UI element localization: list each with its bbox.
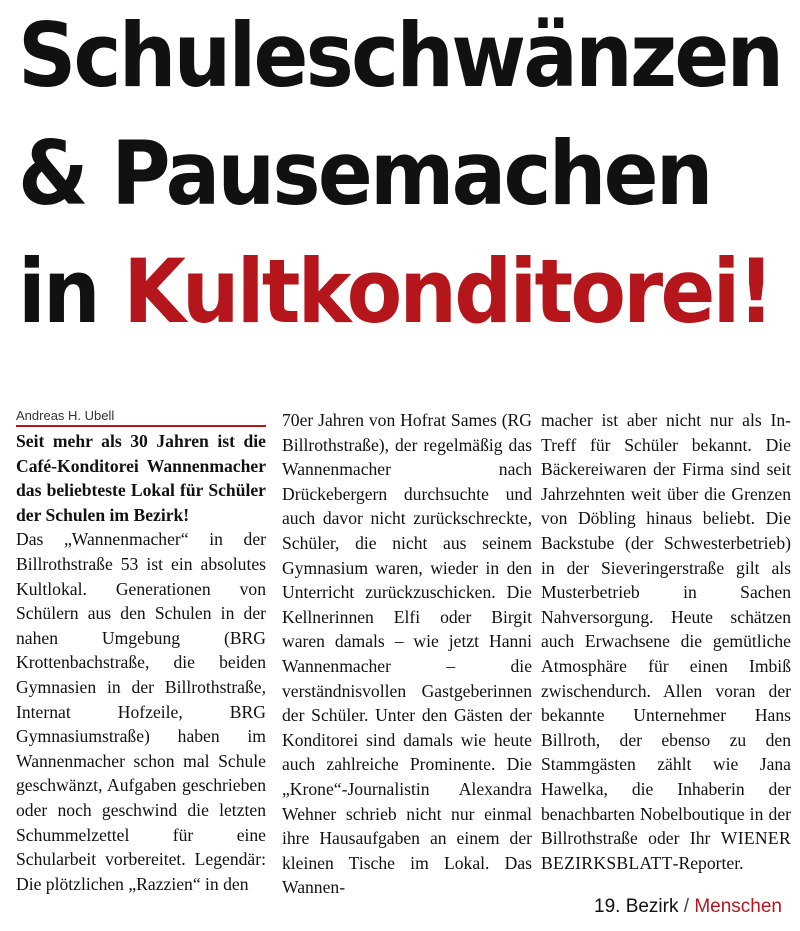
- headline-line-3-red: Kultkonditorei!: [123, 240, 772, 343]
- section-footer: [594, 896, 782, 918]
- article-column-1: [16, 408, 266, 896]
- author-byline: Andreas H. Ubell: [16, 408, 266, 427]
- article-body-col3-end: -Reporter.: [672, 852, 744, 873]
- article-body-col3: [541, 408, 791, 875]
- headline-line-3: [18, 240, 772, 366]
- headline-line-1: Schuleschwänzen: [18, 4, 782, 107]
- article-body-col2: 70er Jahren von Hofrat Sames (RG Billrothstraße), der regelmäßig das Wannenmacher nach Drückebergern durchsuchte und auch davor nicht zurückschreckte, Schüler, die nicht aus seinem Gymnasium waren, wieder in den Unterricht zurückzuschicken. Die Kellnerinnen Elfi oder Birgit waren damals – wie jetzt Hanni Wannenmacher – die verständnisvollen Gastgeberinnen der Schüler. Unter den Gästen der Konditorei sind damals wie heute auch zahlreiche Prominente. Die „Krone“-Journalistin Alexandra Wehner schrieb nicht nur einmal ihre Hausaufgaben an einem der kleinen Tische im Lokal. Das Wannen-: [282, 410, 532, 898]
- headline: [18, 4, 788, 366]
- publication-name: WIENER BEZIRKSBLATT: [541, 828, 791, 873]
- footer-section-district: 19. Bezirk: [594, 896, 679, 917]
- article-body-col1: Das „Wannenmacher“ in der Billrothstraße 53 ist ein absolutes Kultlokal. Generationen von Schülern aus den Schulen in der nahen Umgebung (BRG Krottenbachstraße, die beiden Gymnasien in der Billrothstraße, Internat Hofzeile, BRG Gymnasiumstraße) haben im Wannenmacher schon mal Schule geschwänzt, Aufgaben geschrieben oder noch geschwind die letzten Schummelzettel für eine Schularbeit vorbereitet. Legendär: Die plötzlichen „Razzien“ in den: [16, 529, 266, 894]
- headline-line-3-black: in: [18, 240, 124, 343]
- footer-separator: /: [683, 896, 690, 917]
- article-column-3: [541, 408, 791, 875]
- article-lead: Seit mehr als 30 Jahren ist die Café-Konditorei Wannenmacher das beliebteste Lokal für Schüler der Schulen im Bezirk!: [16, 431, 266, 525]
- headline-line-2: & Pausemachen: [18, 122, 711, 225]
- footer-section-people: Menschen: [694, 896, 782, 917]
- article-column-2: [282, 408, 532, 900]
- article-body-col3-main: macher ist aber nicht nur als In-Treff für Schüler bekannt. Die Bäckereiwaren der Firma sind seit Jahrzehnten weit über die Grenzen von Döbling hinaus beliebt. Die Backstube (der Schwesterbetrieb) in der Sieveringerstraße gilt als Musterbetrieb in Sachen Nahversorgung. Heute schätzen auch Erwachsene die gemütliche Atmosphäre für einen Imbiß zwischendurch. Allen voran der bekannte Unternehmer Hans Billroth, der ebenso zu den Stammgästen zählt wie Jana Hawelka, die Inhaberin der benachbarten Nobelboutique in der Billrothstraße oder Ihr: [541, 410, 791, 849]
